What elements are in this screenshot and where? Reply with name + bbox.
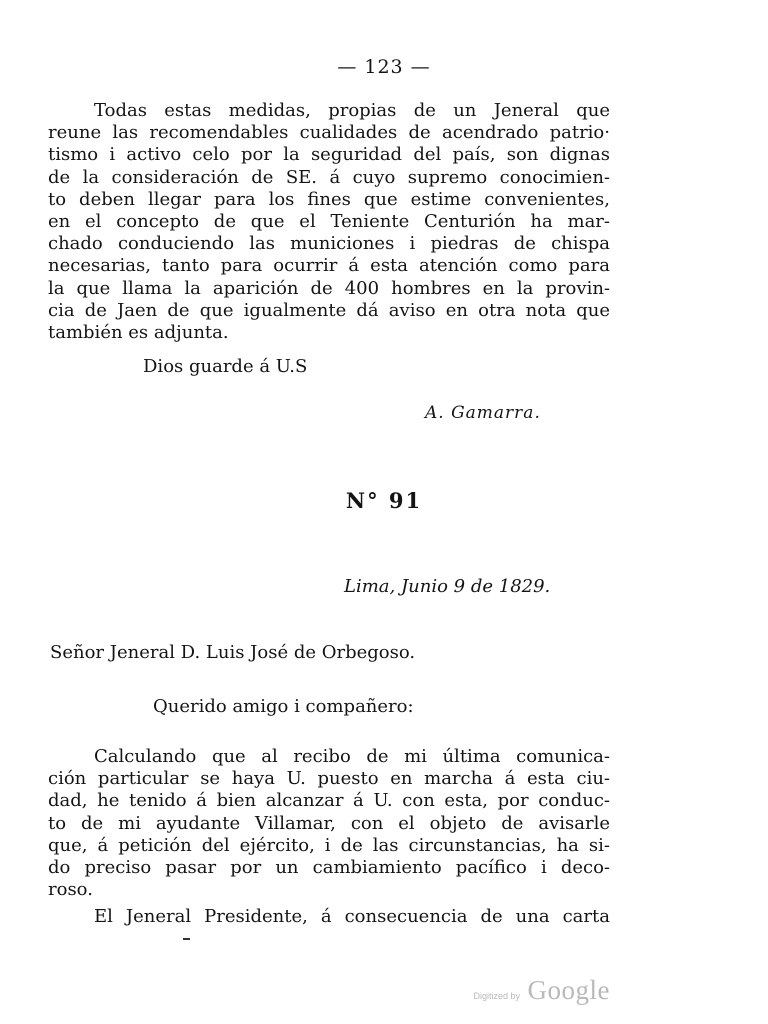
text-line: to deben llegar para los fines que estime convenientes,: [48, 188, 610, 210]
watermark-prefix: Digitized by: [473, 991, 521, 1001]
google-logo: Google: [527, 975, 610, 1005]
paragraph-2: [48, 746, 610, 901]
greeting: Querido amigo i compañero:: [153, 696, 414, 717]
signature: A. Gamarra.: [425, 403, 541, 423]
salutation: Dios guarde á U.S: [143, 356, 308, 377]
text-line: la que llama la aparición de 400 hombres en la provin-: [48, 277, 610, 299]
text-line: también es adjunta.: [48, 322, 229, 344]
print-mark: [183, 938, 190, 940]
text-line: do preciso pasar por un cambiamiento pacífico i deco-: [48, 857, 610, 879]
text-line: roso.: [48, 879, 93, 901]
text-line: en el concepto de que el Teniente Centurión ha mar-: [48, 211, 610, 233]
text-line: reune las recomendables cualidades de acendrado patrio·: [48, 122, 610, 144]
text-line: ción particular se haya U. puesto en marcha á esta ciu-: [48, 768, 610, 790]
dateline: Lima, Junio 9 de 1829.: [344, 576, 551, 597]
text-line: que, á petición del ejército, i de las circunstancias, ha si-: [48, 834, 610, 856]
text-line: cia de Jaen de que igualmente dá aviso en otra nota que: [48, 299, 610, 321]
text-line: de la consideración de SE. á cuyo supremo conocimien-: [48, 166, 610, 188]
document-number: N° 91: [345, 488, 423, 513]
digitized-watermark: [474, 975, 610, 1006]
page-number: — 123 —: [337, 56, 431, 78]
paragraph-3: [48, 906, 610, 928]
text-line: to de mi ayudante Villamar, con el objeto de avisarle: [48, 812, 610, 834]
text-line: Todas estas medidas, propias de un Jeneral que: [94, 100, 610, 121]
addressee: Señor Jeneral D. Luis José de Orbegoso.: [50, 642, 416, 663]
text-line: Calculando que al recibo de mi última comunica-: [94, 746, 610, 767]
text-line: dad, he tenido á bien alcanzar á U. con esta, por conduc-: [48, 790, 610, 812]
text-line: El Jeneral Presidente, á consecuencia de una carta: [94, 906, 610, 927]
text-line: necesarias, tanto para ocurrir á esta atención como para: [48, 255, 610, 277]
text-line: tismo i activo celo por la seguridad del país, son dignas: [48, 144, 610, 166]
paragraph-1: [48, 100, 610, 344]
text-line: chado conduciendo las municiones i piedras de chispa: [48, 233, 610, 255]
